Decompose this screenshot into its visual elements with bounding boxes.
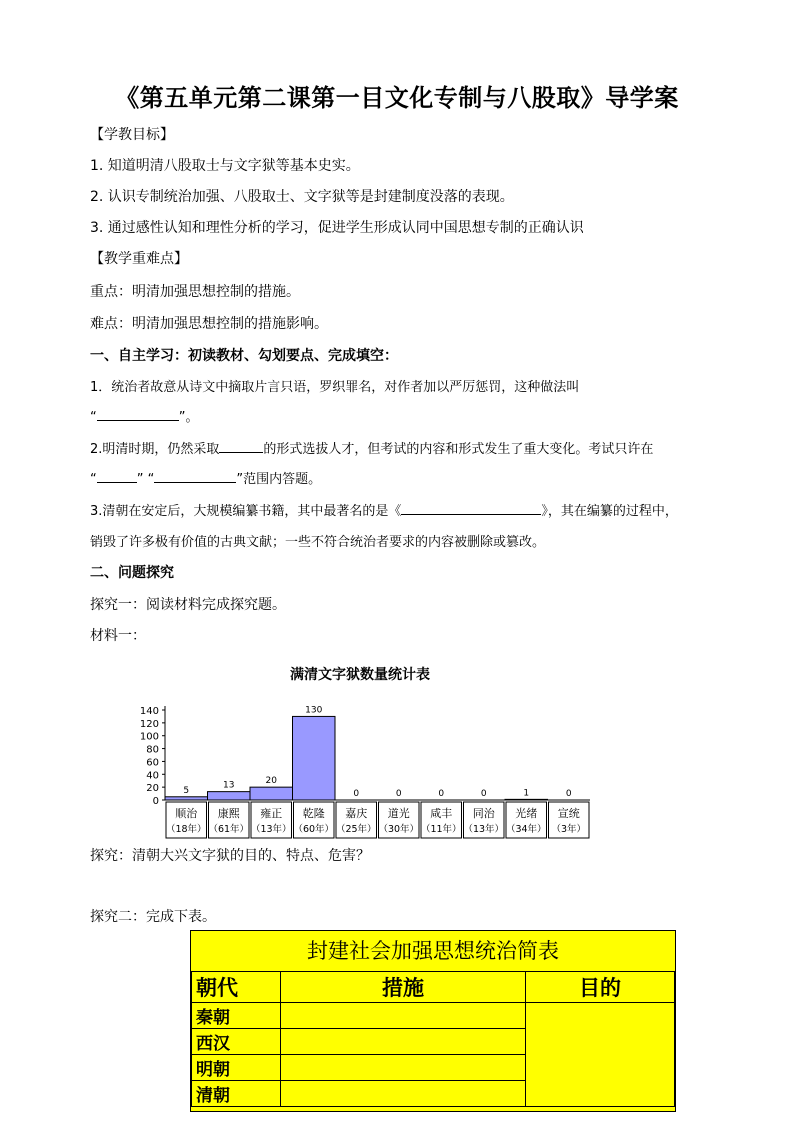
question-3-text-b: 》，其在编纂的过程中， [541,504,678,519]
bar-value-label: 13 [223,780,235,791]
question-2-line-1 [90,438,653,457]
table-header-row [192,972,675,1003]
inquiry-2: 探究二：完成下表。 [90,909,216,925]
reign-years-label: （3年） [551,824,587,835]
bars [165,705,572,800]
measures-cell[interactable] [281,1055,526,1081]
quote-middle: ” “ [136,472,155,487]
category-label: 同治 [472,807,495,820]
chart-title: 满清文字狱数量统计表 [290,667,430,683]
answer-blank-2[interactable] [219,440,263,453]
bar-value-label: 130 [305,705,323,716]
section1-heading: 一、自主学习：初读教材、勾划要点、完成填空： [90,348,398,364]
reign-years-label: （25年） [335,824,377,835]
ideology-control-table [190,930,676,1112]
bar [505,799,548,800]
bar-value-label: 0 [438,789,445,799]
y-tick-label: 140 [139,706,159,717]
question-1-line-1: 1．统治者故意从诗文中摘取片言只语，罗织罪名，对作者加以严厉惩罚，这种做法叫 [90,380,580,395]
question-2-text-c: ”范围内答题。 [236,472,322,487]
measures-cell[interactable] [281,1003,526,1029]
keypoints-heading: 【教学重难点】 [90,251,188,267]
question-2-line-2 [90,468,321,487]
literary-inquisition-chart [125,698,610,840]
table-title: 封建社会加强思想统治简表 [307,939,559,963]
category-label: 雍正 [260,807,283,820]
header-purpose: 目的 [526,972,675,1003]
page-title: 《第五单元第二课第一目文化专制与八股取》导学案 [115,83,679,112]
material-1: 材料一： [90,628,146,644]
category-label: 康熙 [217,807,240,820]
answer-blank-4[interactable] [154,470,236,483]
reign-years-label: （34年） [505,824,547,835]
quote-open: “ [90,410,97,425]
dynasty-cell: 清朝 [192,1081,281,1107]
reign-years-label: （18年） [165,824,207,835]
question-3-line-1 [90,500,678,519]
reign-years-label: （13年） [463,824,505,835]
inquiry-1: 探究一：阅读材料完成探究题。 [90,597,286,613]
category-label: 嘉庆 [345,807,368,820]
header-dynasty: 朝代 [192,972,281,1003]
difficult-point: 难点：明清加强思想控制的措施影响。 [90,316,328,332]
quote-open: “ [90,472,97,487]
objective-1: 1. 知道明清八股取士与文字狱等基本史实。 [90,158,360,174]
section2-heading: 二、问题探究 [90,565,174,581]
reign-years-label: （30年） [378,824,420,835]
bar-value-label: 20 [265,776,277,787]
objective-3: 3. 通过感性认知和理性分析的学习，促进学生形成认同中国思想专制的正确认识 [90,220,584,236]
category-label: 乾隆 [302,807,325,820]
question-3-text-a: 3.清朝在安定后，大规模编纂书籍，其中最著名的是《 [90,504,402,519]
category-label: 道光 [387,807,410,820]
reign-years-label: （60年） [293,824,335,835]
question-1-line-2 [90,406,199,425]
question-2-text-b: 的形式选拔人才，但考试的内容和形式发生了重大变化。考试只许在 [263,442,654,457]
y-tick-label: 40 [146,770,159,782]
bar [293,716,336,800]
y-tick-label: 60 [146,757,159,769]
objectives-heading: 【学教目标】 [90,127,174,143]
bar-value-label: 0 [480,789,487,799]
answer-blank-1[interactable] [97,408,179,421]
bar-value-label: 0 [353,789,360,799]
y-tick-label: 0 [152,796,159,807]
table-grid [191,971,675,1107]
bar-value-label: 5 [183,785,190,796]
question-2-text-a: 2.明清时期，仍然采取 [90,442,220,457]
objective-2: 2. 认识专制统治加强、八股取士、文字狱等是封建制度没落的表现。 [90,189,514,205]
answer-blank-5[interactable] [401,502,541,515]
header-measures: 措施 [281,972,526,1003]
y-tick-label: 120 [139,718,159,730]
bar [165,797,208,800]
key-point: 重点：明清加强思想控制的措施。 [90,284,300,300]
measures-cell[interactable] [281,1029,526,1055]
category-label: 顺治 [175,807,198,820]
answer-blank-3[interactable] [97,470,137,483]
category-label: 宣统 [557,807,580,820]
bar [250,787,293,800]
dynasty-cell: 秦朝 [192,1003,281,1029]
category-label: 光绪 [515,807,538,820]
y-tick-label: 80 [146,744,159,756]
inquiry-1-question: 探究：清朝大兴文字狱的目的、特点、危害？ [90,848,370,864]
purpose-cell[interactable] [526,1003,675,1107]
quote-close: ”。 [178,410,199,425]
bar-value-label: 1 [523,788,530,799]
category-label: 咸丰 [430,807,453,820]
y-tick-label: 100 [139,731,159,743]
bar [208,792,251,800]
question-3-line-2: 销毁了许多极有价值的古典文献；一些不符合统治者要求的内容被删除或篡改。 [90,535,546,550]
reign-years-label: （13年） [250,824,292,835]
bar-value-label: 0 [395,789,402,799]
dynasty-cell: 西汉 [192,1029,281,1055]
y-tick-label: 20 [146,783,159,795]
category-axis [129,802,596,840]
reign-years-label: （61年） [208,824,250,835]
table-row [192,1003,675,1029]
measures-cell[interactable] [281,1081,526,1107]
dynasty-cell: 明朝 [192,1055,281,1081]
bar-value-label: 0 [565,789,572,799]
reign-years-label: （11年） [420,824,462,835]
